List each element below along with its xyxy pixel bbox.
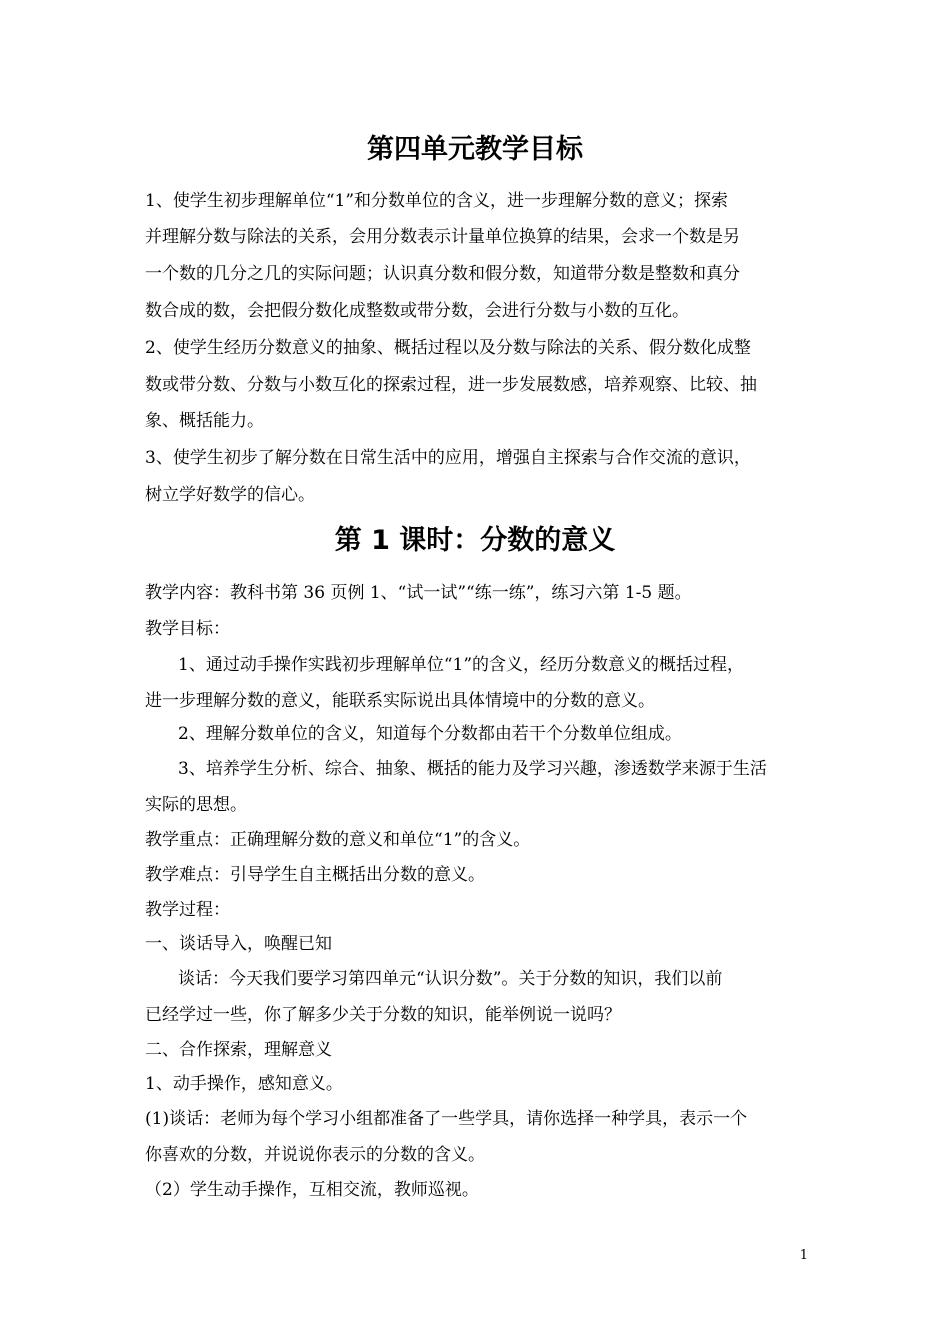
objectives-label: 教学目标： xyxy=(145,619,230,639)
step-1-1-line-2: 你喜欢的分数，并说说你表示的分数的含义。 xyxy=(145,1145,485,1165)
section-2-heading: 二、合作探索，理解意义 xyxy=(145,1040,332,1060)
unit-goal-1-line-1: 1、使学生初步理解单位“1”和分数单位的含义，进一步理解分数的意义；探索 xyxy=(145,191,729,211)
step-1: 1、动手操作，感知意义。 xyxy=(145,1074,343,1094)
step-1-2: （2）学生动手操作，互相交流，教师巡视。 xyxy=(145,1180,479,1200)
difficulty: 教学难点：引导学生自主概括出分数的意义。 xyxy=(145,865,485,885)
unit-goal-1-line-4: 数合成的数，会把假分数化成整数或带分数，会进行分数与小数的互化。 xyxy=(145,301,689,321)
objective-1-line-2: 进一步理解分数的意义，能联系实际说出具体情境中的分数的意义。 xyxy=(145,691,655,711)
unit-title: 第四单元教学目标 xyxy=(367,134,583,165)
objective-3-line-2: 实际的思想。 xyxy=(145,795,247,815)
unit-goal-1-line-2: 并理解分数与除法的关系，会用分数表示计量单位换算的结果，会求一个数是另 xyxy=(145,227,740,247)
unit-goal-1-line-3: 一个数的几分之几的实际问题；认识真分数和假分数，知道带分数是整数和真分 xyxy=(145,264,740,284)
unit-goal-3-line-1: 3、使学生初步了解分数在日常生活中的应用，增强自主探索与合作交流的意识， xyxy=(145,448,751,468)
talk-line-1: 谈话：今天我们要学习第四单元“认识分数”。关于分数的知识，我们以前 xyxy=(178,969,723,989)
objective-3-line-1: 3、培养学生分析、综合、抽象、概括的能力及学习兴趣，渗透数学来源于生活 xyxy=(178,759,767,779)
section-1-heading: 一、谈话导入，唤醒已知 xyxy=(145,934,332,954)
objective-1-line-1: 1、通过动手操作实践初步理解单位“1”的含义，经历分数意义的概括过程， xyxy=(178,655,745,675)
lesson-title: 第 1 课时：分数的意义 xyxy=(334,525,616,556)
unit-goal-2-line-1: 2、使学生经历分数意义的抽象、概括过程以及分数与除法的关系、假分数化成整 xyxy=(145,338,751,358)
key-point: 教学重点：正确理解分数的意义和单位“1”的含义。 xyxy=(145,830,531,850)
talk-line-2: 已经学过一些，你了解多少关于分数的知识，能举例说一说吗？ xyxy=(145,1005,621,1025)
step-1-1-line-1: (1)谈话：老师为每个学习小组都准备了一些学具，请你选择一种学具，表示一个 xyxy=(145,1109,748,1129)
process-label: 教学过程： xyxy=(145,900,230,920)
objective-2: 2、理解分数单位的含义，知道每个分数都由若干个分数单位组成。 xyxy=(178,724,682,744)
unit-goal-2-line-2: 数或带分数、分数与小数互化的探索过程，进一步发展数感，培养观察、比较、抽 xyxy=(145,375,757,395)
unit-goal-3-line-2: 树立学好数学的信心。 xyxy=(145,485,315,505)
page-number: 1 xyxy=(799,1248,808,1263)
lesson-content: 教学内容：教科书第 36 页例 1、“试一试”“练一练”，练习六第 1-5 题。 xyxy=(145,583,692,603)
unit-goal-2-line-3: 象、概括能力。 xyxy=(145,411,264,431)
